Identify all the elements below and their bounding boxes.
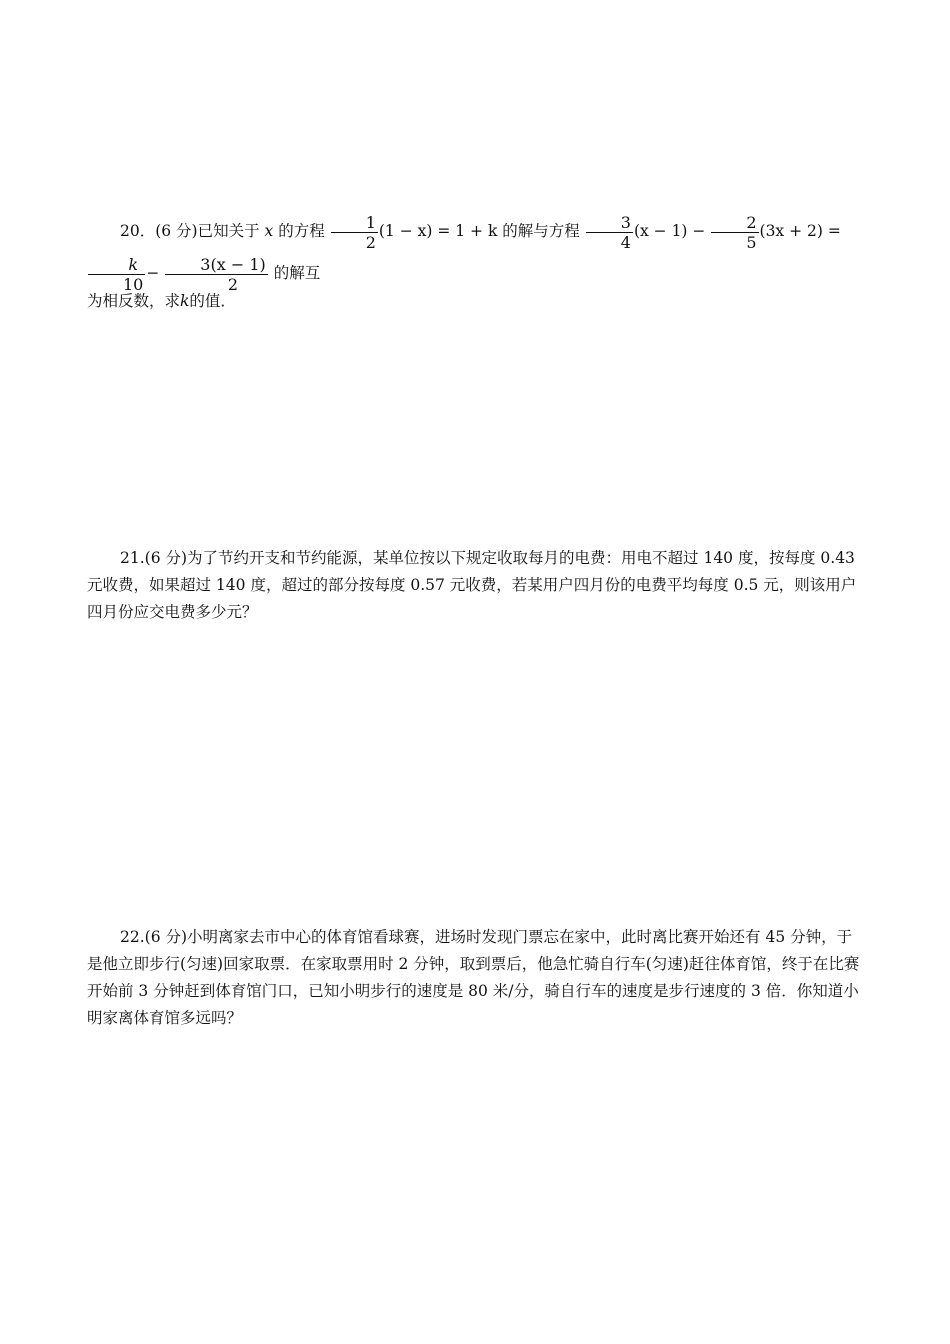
problem-20-text-c: 的解互 [273,264,321,282]
equation-1-rest: (1 − x) = 1 + k [378,222,498,240]
fraction-3x-1-2: $\frac{3(x - 1)}{2}$ [165,255,267,294]
fraction-k-10: $\frac{k}{10}$ [88,255,145,294]
variable-x: x [264,222,274,240]
equation-2-term3: − [146,264,160,282]
problem-20-line2: 为相反数，求k的值． [87,292,236,310]
variable-k: k [180,292,190,310]
problem-20-line1 [87,210,867,294]
equation-2-term1: (x − 1) − [633,222,706,240]
fraction-1-2: $\frac{1}{2}$ [331,213,378,252]
fraction-3-4: $\frac{3}{4}$ [586,213,633,252]
problem-21 [87,545,867,626]
problem-22 [87,924,867,1032]
equation-1 [330,212,503,252]
equation-2-term2: (3x + 2) = [759,222,841,240]
problem-20-text-a: 的方程 [278,222,325,240]
problem-20-text-b: 的解与方程 [502,222,580,240]
problem-21-text: 21.(6 分)为了节约开支和节约能源，某单位按以下规定收取每月的电费：用电不超过 140 度，按每度 0.43 元收费，如果超过 140 度，超过的部分按每度 0.57 元收费，若某用户四月份的电费平均每度 0.5 元，则该用户四月份应交电费多少元？ [87,549,857,621]
fraction-2-5: $\frac{2}{5}$ [711,213,758,252]
problem-22-text: 22.(6 分)小明离家去市中心的体育馆看球赛，进场时发现门票忘在家中，此时离比赛开始还有 45 分钟，于是他立即步行(匀速)回家取票．在家取票用时 2 分钟，取到票后，他急忙骑自行车(匀速)赶往体育馆，终于在比赛开始前 3 分钟赶到体育馆门口，已知小明步行的速度是 80 米/分，骑自行车的速度是步行速度的 3 倍．你知道小明家离体育馆多远吗？ [87,928,860,1027]
problem-20-prefix: 20．(6 分)已知关于 [120,222,260,240]
problem-20 [87,210,867,312]
